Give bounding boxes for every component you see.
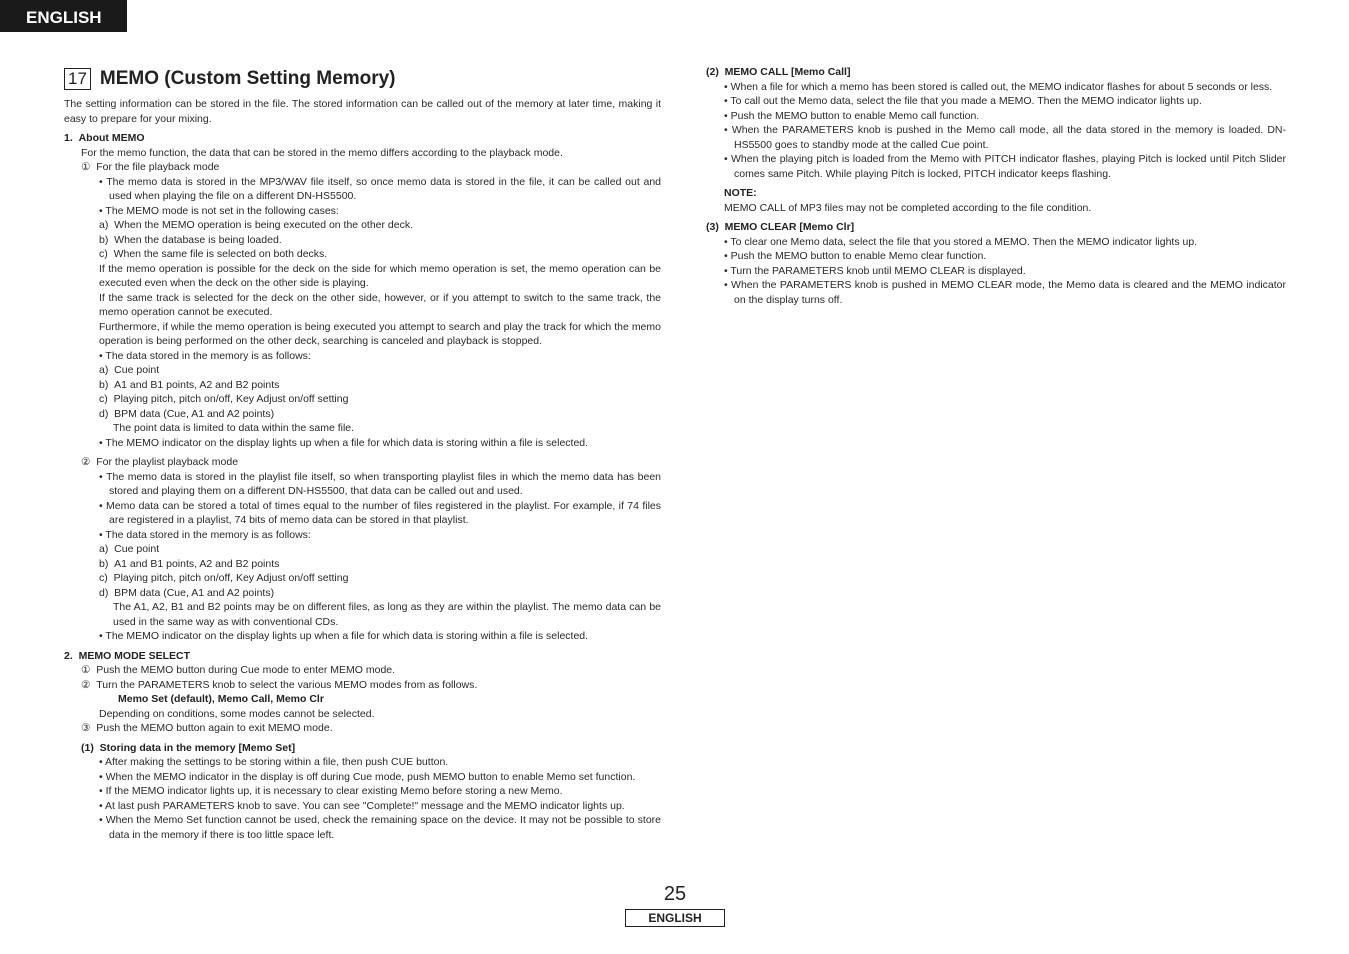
- note-label: NOTE:: [724, 187, 757, 199]
- data-item: d) BPM data (Cue, A1 and A2 points): [99, 407, 275, 420]
- storing-bullet: • At last push PARAMETERS knob to save. You can see "Complete!" message and the MEMO indicator lights up.: [99, 799, 625, 812]
- data-note: The A1, A2, B1 and B2 points may be on different files, as long as they are within the playlist. The memo data can be used in the same way as with conventional CDs.: [113, 601, 661, 628]
- storing-heading: (1) Storing data in the memory [Memo Set]: [81, 741, 296, 754]
- memo-call-heading: (2) MEMO CALL [Memo Call]: [706, 66, 851, 78]
- playlist-mode-bullet: • The memo data is stored in the playlist file itself, so when transporting playlist files in which the memo data has been stored and playing them on a different DN-HS5500, that data can be called out and used.: [99, 470, 661, 497]
- storing-bullet: • When the Memo Set function cannot be used, check the remaining space on the device. It may not be possible to store data in the memory if there is too little space left.: [99, 814, 661, 841]
- conditions-note: Depending on conditions, some modes cannot be selected.: [99, 707, 375, 720]
- data-item: b) A1 and B1 points, A2 and B2 points: [99, 378, 280, 391]
- right-column: [706, 65, 1286, 307]
- section-title-row: [64, 66, 661, 92]
- storing-bullet: • When the MEMO indicator in the display is off during Cue mode, push MEMO button to enable Memo set function.: [99, 770, 636, 783]
- step-item: ② Turn the PARAMETERS knob to select the various MEMO modes from as follows.: [81, 678, 478, 691]
- data-item: c) Playing pitch, pitch on/off, Key Adjust on/off setting: [99, 572, 349, 584]
- memo-clear-bullet: • Push the MEMO button to enable Memo clear function.: [724, 250, 987, 262]
- file-mode-paragraph: If the same track is selected for the deck on the other side, however, or if you attempt to switch to the same track, the memo operation cannot be executed.: [99, 291, 661, 318]
- note-text: MEMO CALL of MP3 files may not be completed according to the file condition.: [724, 201, 1092, 214]
- page-title: MEMO (Custom Setting Memory): [99, 67, 396, 89]
- memo-modes-list: Memo Set (default), Memo Call, Memo Clr: [118, 693, 324, 705]
- memo-clear-bullet: • Turn the PARAMETERS knob until MEMO CLEAR is displayed.: [724, 264, 1026, 277]
- playlist-mode-bullet: • The MEMO indicator on the display lights up when a file for which data is storing within a file is selected.: [99, 630, 589, 642]
- section-number-badge: 17: [64, 68, 91, 90]
- case-item: c) When the same file is selected on both decks.: [99, 248, 328, 260]
- memo-clear-bullet: • To clear one Memo data, select the file that you stored a MEMO. Then the MEMO indicator lights up.: [724, 235, 1198, 248]
- data-item: a) Cue point: [99, 364, 160, 376]
- data-item: a) Cue point: [99, 543, 160, 555]
- memo-call-bullet: • When a file for which a memo has been stored is called out, the MEMO indicator flashes for about 5 seconds or less.: [724, 80, 1273, 93]
- mode-select-heading: 2. MEMO MODE SELECT: [64, 649, 191, 662]
- data-item: b) A1 and B1 points, A2 and B2 points: [99, 557, 280, 570]
- storing-bullet: • If the MEMO indicator lights up, it is necessary to clear existing Memo before storing a new Memo.: [99, 785, 563, 797]
- data-item: d) BPM data (Cue, A1 and A2 points): [99, 586, 275, 599]
- page-number: 25: [663, 883, 687, 905]
- left-column: [64, 66, 661, 842]
- file-mode-bullet: • The memo data is stored in the MP3/WAV file itself, so once memo data is stored in the file, it can be called out and used when playing the file on a different DN-HS5500.: [99, 175, 661, 202]
- about-memo-heading: 1. About MEMO: [64, 132, 145, 144]
- file-mode-label: ① For the file playback mode: [81, 161, 220, 173]
- footer-language-label: ENGLISH: [625, 909, 725, 927]
- memo-clear-bullet: • When the PARAMETERS knob is pushed in MEMO CLEAR mode, the Memo data is cleared and the MEMO indicator on the display turns off.: [724, 279, 1286, 306]
- memo-call-bullet: • Push the MEMO button to enable Memo call function.: [724, 109, 980, 122]
- case-item: b) When the database is being loaded.: [99, 233, 282, 246]
- intro-paragraph: The setting information can be stored in the file. The stored information can be called out of the memory at later time, making it easy to prepare for your mixing.: [64, 98, 661, 125]
- playlist-mode-bullet: • The data stored in the memory is as follows:: [99, 528, 311, 541]
- storing-bullet: • After making the settings to be storing within a file, then push CUE button.: [99, 756, 449, 768]
- file-mode-paragraph: If the memo operation is possible for the deck on the side for which memo operation is set, the memo operation can be executed even when the deck on the other side is playing.: [99, 262, 661, 289]
- playlist-mode-bullet: • Memo data can be stored a total of times equal to the number of files registered in the playlist. For example, if 74 files are registered in a playlist, 74 bits of memo data can be stored in that playlist.: [99, 499, 661, 526]
- memo-clear-heading: (3) MEMO CLEAR [Memo Clr]: [706, 221, 855, 233]
- data-note: The point data is limited to data within the same file.: [113, 422, 355, 434]
- step-item: ③ Push the MEMO button again to exit MEMO mode.: [81, 722, 333, 734]
- file-mode-bullet: • The MEMO indicator on the display lights up when a file for which data is storing within a file is selected.: [99, 436, 589, 449]
- memo-call-bullet: • When the playing pitch is loaded from the Memo with PITCH indicator flashes, playing Pitch is locked until Pitch Slider comes same Pitch. While playing Pitch is locked, PITCH indicator keeps flashing.: [724, 153, 1286, 180]
- file-mode-paragraph: Furthermore, if while the memo operation is being executed you attempt to search and play the track for which the memo operation is being performed on the other deck, searching is canceled and playback is stopped.: [99, 320, 661, 347]
- file-mode-bullet: • The MEMO mode is not set in the following cases:: [99, 204, 339, 217]
- file-mode-bullet: • The data stored in the memory is as follows:: [99, 349, 311, 362]
- language-tab: ENGLISH: [0, 0, 127, 32]
- memo-call-bullet: • To call out the Memo data, select the file that you made a MEMO. Then the MEMO indicator lights up.: [724, 95, 1202, 107]
- memo-call-bullet: • When the PARAMETERS knob is pushed in the Memo call mode, all the data stored in the memory is loaded. DN-HS5500 goes to standby mode at the called Cue point.: [724, 124, 1286, 151]
- data-item: c) Playing pitch, pitch on/off, Key Adjust on/off setting: [99, 393, 349, 405]
- case-item: a) When the MEMO operation is being executed on the other deck.: [99, 219, 414, 231]
- step-item: ① Push the MEMO button during Cue mode to enter MEMO mode.: [81, 664, 396, 676]
- about-memo-text: For the memo function, the data that can be stored in the memo differs according to the playback mode.: [81, 146, 563, 159]
- playlist-mode-label: ② For the playlist playback mode: [81, 456, 239, 468]
